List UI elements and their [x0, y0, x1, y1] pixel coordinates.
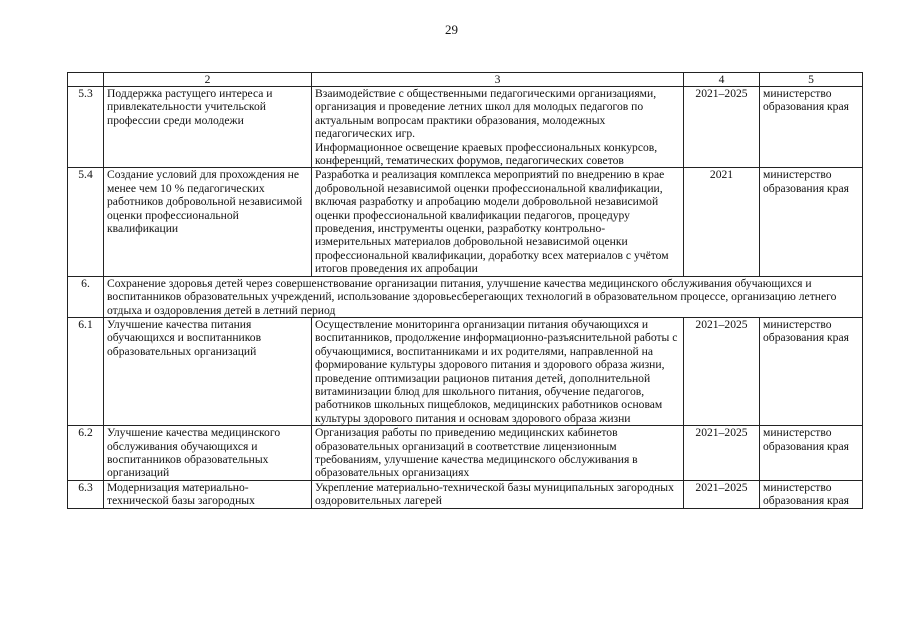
- responsible-cell: [760, 480, 863, 508]
- responsible-text: министерство образования края: [763, 480, 849, 508]
- activities-cell: [312, 87, 684, 168]
- table-row: [68, 317, 863, 425]
- task-cell: Создание условий для прохождения не менее чем 10 % педагогических работников добровольной независимой оценки профессиональной квалификации: [104, 168, 312, 276]
- years-cell: 2021–2025: [684, 426, 760, 481]
- responsible-cell: министерство образования края: [760, 317, 863, 425]
- task-cell: Улучшение качества питания обучающихся и воспитанников образовательных организаций: [104, 317, 312, 425]
- years-cell: [684, 480, 760, 508]
- header-cell-4: 4: [684, 73, 760, 87]
- row-number: 5.4: [68, 168, 104, 276]
- table-row: [68, 426, 863, 481]
- plan-table: [67, 72, 863, 509]
- activities-cell: [312, 168, 684, 276]
- task-cell: [104, 480, 312, 508]
- years-text: 2021–2025: [695, 480, 748, 494]
- activity-text: Осуществление мониторинга организации питания обучающихся и воспитанников, продолжение информационно-разъяснительной работы с обучающимися, воспитанниками и их родителями, направленной на формирование культуры здорового питания и здорового образа жизни, проведение оптимизации рационов питания детей, дополнительной витаминизации блюд для школьного питания, обучение педагогов, работников школьных пищеблоков, медицинских работников основам культуры здорового питания и основам здорового образа жизни: [315, 317, 678, 425]
- task-text: Модернизация материально-технической базы загородных: [107, 480, 255, 508]
- header-cell-1: [68, 73, 104, 87]
- activity-text: Разработка и реализация комплекса мероприятий по внедрению в крае добровольной независимой оценки профессиональной квалификации, включая разработку и апробацию модели добровольной независимой оценки профессиональной квалификации педагогов, процедуру проведения, инструменты оценки, разработку контрольно-измерительных материалов добровольной независимой оценки профессиональной квалификации, доработку всех материалов с учётом итогов проведения их апробации: [315, 168, 669, 276]
- row-number-text: 6.3: [78, 480, 93, 494]
- activity-text: Информационное освещение краевых профессиональных конкурсов, конференций, тематических форумов, педагогических советов: [315, 140, 658, 168]
- responsible-cell: министерство образования края: [760, 87, 863, 168]
- years-cell: 2021–2025: [684, 87, 760, 168]
- table-row: [68, 87, 863, 168]
- row-number: [68, 480, 104, 508]
- responsible-cell: министерство образования края: [760, 168, 863, 276]
- task-cell: Поддержка растущего интереса и привлекательности учительской профессии среди молодежи: [104, 87, 312, 168]
- table-row: [68, 480, 863, 508]
- header-cell-3: 3: [312, 73, 684, 87]
- header-cell-2: 2: [104, 73, 312, 87]
- row-number: 6.2: [68, 426, 104, 481]
- task-cell: Улучшение качества медицинского обслуживания обучающихся и воспитанников образовательных организаций: [104, 426, 312, 481]
- page-number: 29: [445, 22, 458, 37]
- activities-cell: [312, 317, 684, 425]
- row-number: 5.3: [68, 87, 104, 168]
- section-row: [68, 276, 863, 317]
- table-row: [68, 168, 863, 276]
- header-cell-5: 5: [760, 73, 863, 87]
- activity-text: Укрепление материально-технической базы муниципальных загородных оздоровительных лагерей: [315, 480, 674, 508]
- activity-text: Организация работы по приведению медицинских кабинетов образовательных организаций в соответствие лицензионным требованиям, улучшение качества медицинского обслуживания в образовательных организациях: [315, 426, 638, 480]
- activities-cell: [312, 426, 684, 481]
- section-title: Сохранение здоровья детей через совершенствование организации питания, улучшение качества медицинского обслуживания обучающихся и воспитанников образовательных учреждений, использование здоровьесберегающих технологий в образовательном процессе, организацию летнего отдыха и оздоровления детей в летний период: [104, 276, 863, 317]
- activities-cell: [312, 480, 684, 508]
- years-cell: 2021–2025: [684, 317, 760, 425]
- table-header-row: [68, 73, 863, 87]
- activity-text: Взаимодействие с общественными педагогическими организациями, организация и проведение летних школ для молодых педагогов по актуальным вопросам практики образования, молодежных педагогических игр.: [315, 87, 657, 141]
- years-cell: 2021: [684, 168, 760, 276]
- responsible-cell: министерство образования края: [760, 426, 863, 481]
- section-number: 6.: [68, 276, 104, 317]
- row-number: 6.1: [68, 317, 104, 425]
